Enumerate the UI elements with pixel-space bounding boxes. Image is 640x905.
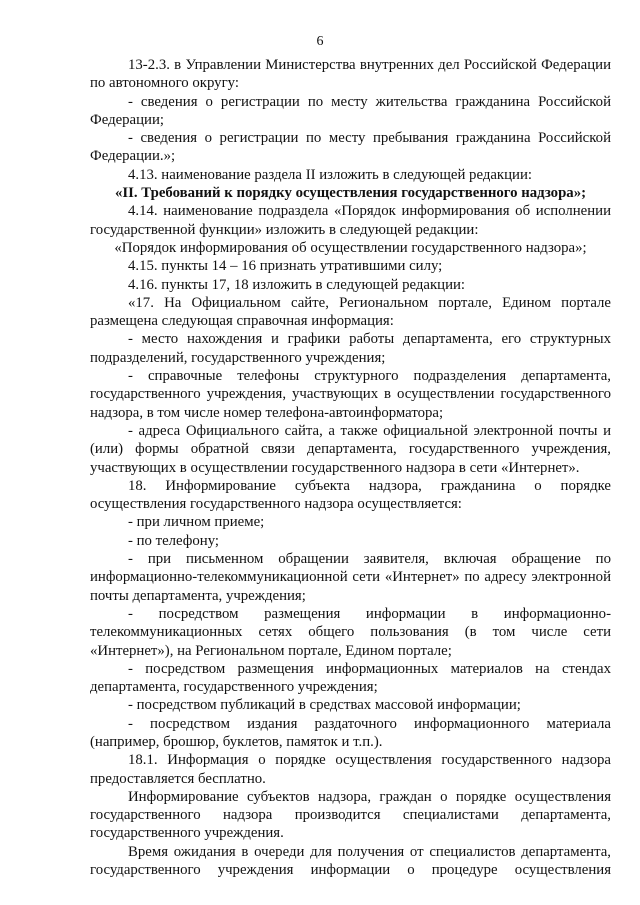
list-item-residence: - сведения о регистрации по месту жительства гражданина Российской Федерации;	[90, 93, 611, 128]
list-item-addresses: - адреса Официального сайта, а также официальной электронной почты и (или) формы обратной связи департамента, государственного учреждения, участвующих в осуществлении государственного надзора в сети «Интернет».	[90, 422, 611, 476]
paragraph-4-16: 4.16. пункты 17, 18 изложить в следующей редакции:	[128, 276, 466, 293]
page-number: 6	[316, 34, 324, 49]
paragraph-4-15: 4.15. пункты 14 – 16 признать утратившими силу;	[128, 258, 443, 275]
paragraph-13-2-3: 13-2.3. в Управлении Министерства внутренних дел Российской Федерации по автономного округу:	[90, 57, 611, 92]
list-item-stands: - посредством размещения информационных материалов на стендах департамента, государственного учреждения;	[90, 660, 611, 696]
paragraph-waiting-time: Время ожидания в очереди для получения от специалистов департамента, государственного учреждения информации о процедуре осуществления	[90, 843, 611, 879]
section-heading: «II. Требований к порядку осуществления государственного надзора»;	[114, 185, 587, 202]
paragraph-4-14: 4.14. наименование подраздела «Порядок информирования об исполнении государственной функции» изложить в следующей редакции:	[90, 203, 611, 238]
list-item-location: - место нахождения и графики работы департамента, его структурных подразделений, государственного учреждения;	[90, 331, 611, 366]
paragraph-18: 18. Информирование субъекта надзора, гражданина о порядке осуществления государственного надзора осуществляется:	[90, 477, 611, 513]
paragraph-18-1: 18.1. Информация о порядке осуществления государственного надзора предоставляется бесплатно.	[90, 752, 611, 787]
document-body	[90, 56, 611, 879]
paragraph-informing: Информирование субъектов надзора, граждан о порядке осуществления государственного надзора производится специалистами департамента, государственного учреждения.	[90, 788, 611, 842]
paragraph-4-13: 4.13. наименование раздела II изложить в следующей редакции:	[128, 166, 532, 183]
list-item-written: - при письменном обращении заявителя, включая обращение по информационно-телекоммуникационной сети «Интернет» по адресу электронной почты департамента, учреждения;	[90, 551, 611, 604]
subsection-heading: «Порядок информирования об осуществлении государственного надзора»;	[114, 239, 587, 256]
list-item-handouts: - посредством издания раздаточного информационного материала (например, брошюр, буклетов, памяток и т.п.).	[90, 715, 611, 750]
list-item-media: - посредством публикаций в средствах массовой информации;	[128, 697, 521, 714]
list-item-phone: - по телефону;	[128, 532, 220, 549]
list-item-stay: - сведения о регистрации по месту пребывания гражданина Российской Федерации.»;	[90, 130, 611, 165]
list-item-networks: - посредством размещения информации в информационно-телекоммуникационных сетях общего пользования (в том числе сети «Интернет»), на Региональном портале, Едином портале;	[90, 605, 611, 659]
list-item-phones: - справочные телефоны структурного подразделения департамента, государственного учреждения, участвующих в осуществлении государственного надзора, в том числе номер телефона-автоинформатора;	[90, 368, 611, 421]
paragraph-17: «17. На Официальном сайте, Региональном портале, Едином портале размещена следующая справочная информация:	[90, 294, 611, 330]
list-item-personal: - при личном приеме;	[128, 514, 265, 531]
